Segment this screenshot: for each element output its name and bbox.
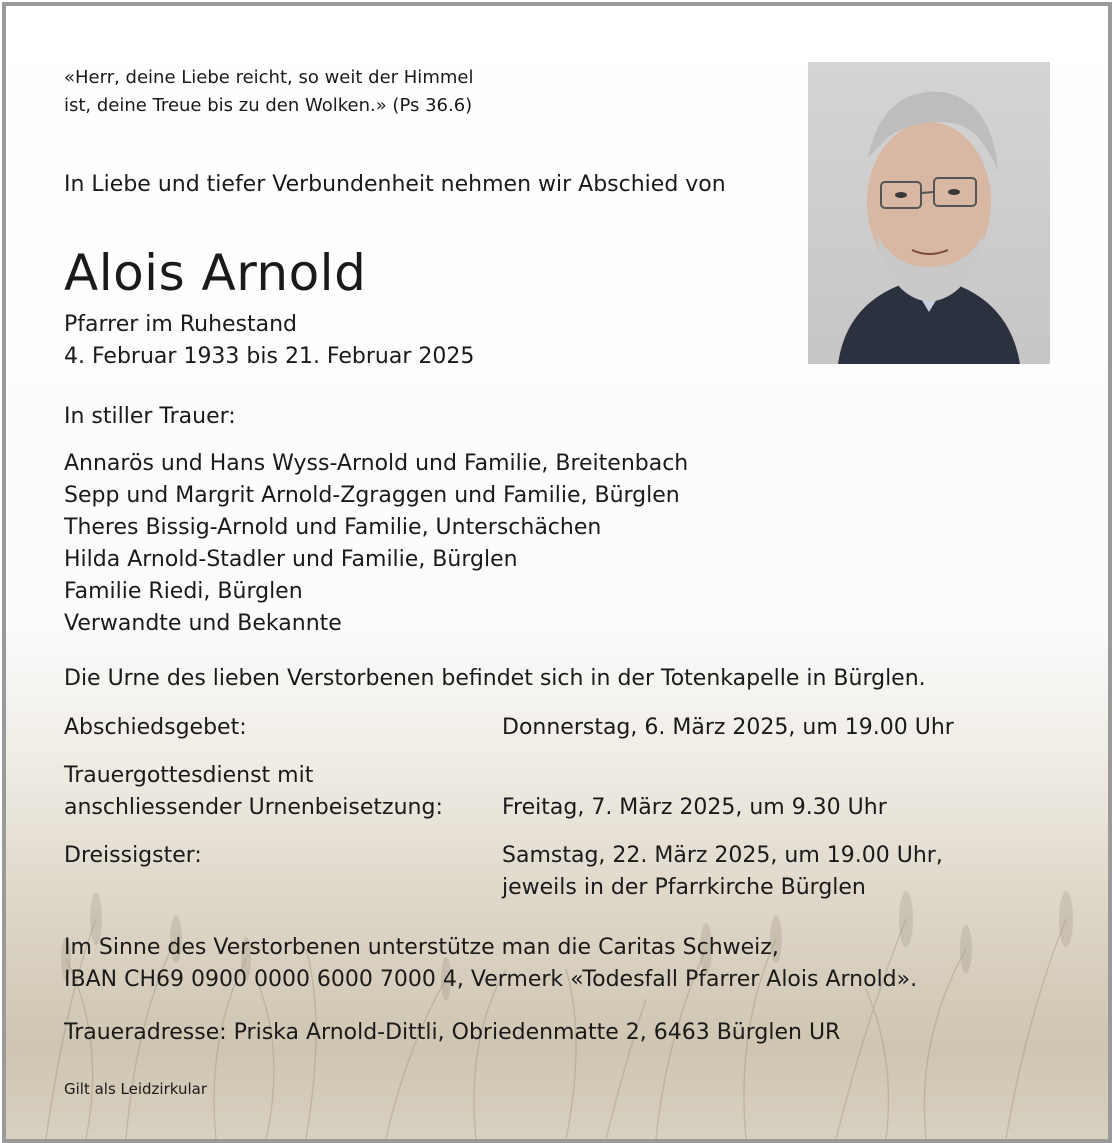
deceased-name: Alois Arnold xyxy=(64,244,367,302)
portrait-photo xyxy=(808,62,1050,364)
farewell-value: Donnerstag, 6. März 2025, um 19.00 Uhr xyxy=(502,715,954,740)
list-item: Hilda Arnold-Stadler und Familie, Bürglen xyxy=(64,547,518,572)
circular-note: Gilt als Leidzirkular xyxy=(64,1080,208,1098)
deceased-role: Pfarrer im Ruhestand xyxy=(64,312,298,337)
list-item: Sepp und Margrit Arnold-Zgraggen und Familie, Bürglen xyxy=(64,483,680,508)
list-item: Verwandte und Bekannte xyxy=(64,611,342,636)
thirtieth-label: Dreissigster: xyxy=(64,843,202,868)
mourners-list xyxy=(64,448,688,640)
thirtieth-value xyxy=(502,840,943,904)
thirtieth-value-line-2: jeweils in der Pfarrkirche Bürglen xyxy=(502,875,866,900)
donation-note xyxy=(64,932,917,996)
service-value: Freitag, 7. März 2025, um 9.30 Uhr xyxy=(502,795,887,820)
quote-line-2: ist, deine Treue bis zu den Wolken.» (Ps 36.6) xyxy=(64,95,473,116)
donation-line-1: Im Sinne des Verstorbenen unterstütze man die Caritas Schweiz, xyxy=(64,935,779,960)
list-item: Familie Riedi, Bürglen xyxy=(64,579,303,604)
list-item: Theres Bissig-Arnold und Familie, Unterschächen xyxy=(64,515,602,540)
service-label xyxy=(64,760,443,824)
thirtieth-value-line-1: Samstag, 22. März 2025, um 19.00 Uhr, xyxy=(502,843,943,868)
farewell-label: Abschiedsgebet: xyxy=(64,715,247,740)
donation-line-2: IBAN CH69 0900 0000 6000 7000 4, Vermerk «Todesfall Pfarrer Alois Arnold». xyxy=(64,967,918,992)
mourners-heading: In stiller Trauer: xyxy=(64,404,236,429)
service-label-line-1: Trauergottesdienst mit xyxy=(64,763,314,788)
obituary-card xyxy=(2,2,1112,1143)
intro-text: In Liebe und tiefer Verbundenheit nehmen wir Abschied von xyxy=(64,172,726,197)
urn-note: Die Urne des lieben Verstorbenen befindet sich in der Totenkapelle in Bürglen. xyxy=(64,666,926,691)
list-item: Annarös und Hans Wyss-Arnold und Familie, Breitenbach xyxy=(64,451,689,476)
quote-line-1: «Herr, deine Liebe reicht, so weit der Himmel xyxy=(64,67,474,88)
mourning-address: Traueradresse: Priska Arnold-Dittli, Obriedenmatte 2, 6463 Bürglen UR xyxy=(64,1020,841,1045)
bible-quote xyxy=(64,64,473,120)
service-label-line-2: anschliessender Urnenbeisetzung: xyxy=(64,795,443,820)
deceased-dates: 4. Februar 1933 bis 21. Februar 2025 xyxy=(64,344,475,369)
